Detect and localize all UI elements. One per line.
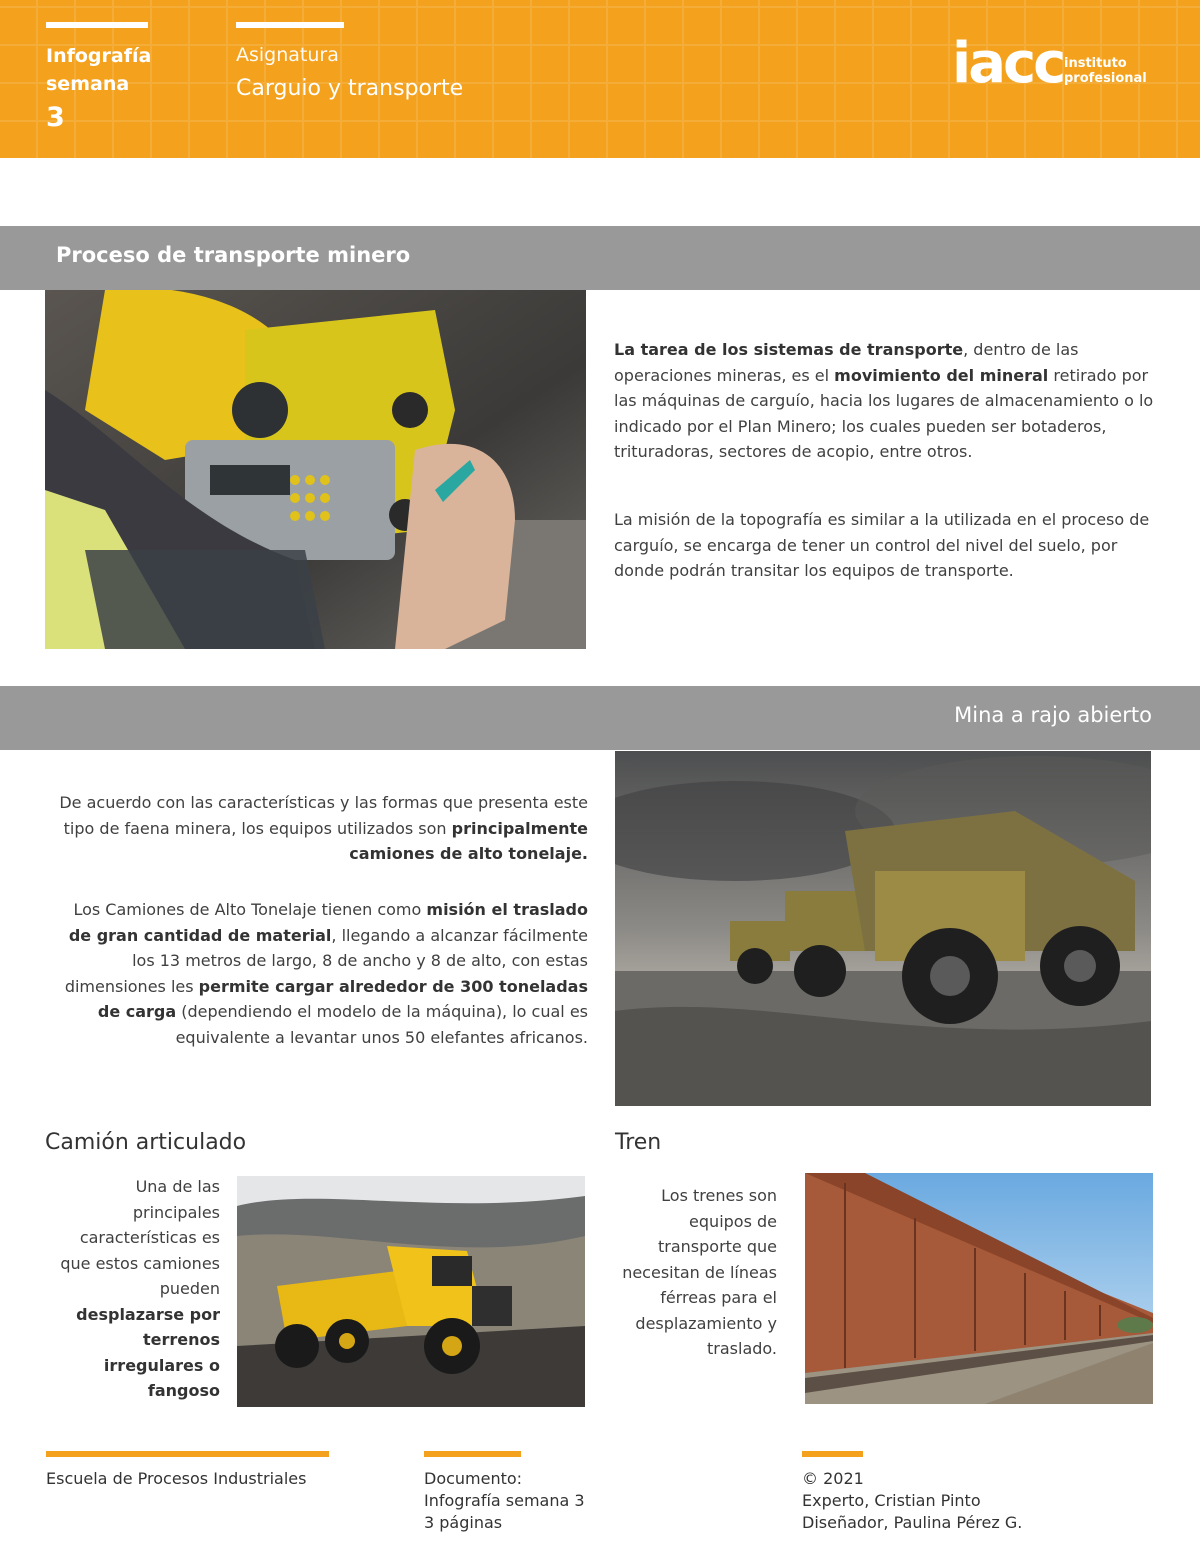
intro-text-1: , dentro de las operaciones mineras, es el [614, 340, 1079, 385]
train-heading: Tren [615, 1130, 662, 1155]
footer-credits [802, 1468, 1022, 1534]
open-pit-paragraph-2 [50, 897, 588, 1050]
articulated-truck-bold: desplazarse por terrenos irregulares o fangoso [76, 1304, 220, 1400]
articulated-truck-heading: Camión articulado [45, 1130, 247, 1155]
open-pit-bold-1: principalmente camiones de alto tonelaje. [349, 818, 588, 863]
header-banner [0, 0, 1200, 158]
section-title-transport: Proceso de transporte minero [56, 243, 411, 267]
header-accent-bar [236, 22, 344, 28]
footer-doc-label: Documento: [424, 1469, 523, 1488]
open-pit-text-2b: , llegando a alcanzar fácilmente los 13 metros de largo, 8 de ancho y 8 de alto, con estas dimensiones les [64, 925, 588, 996]
footer-copyright: © 2021 [802, 1469, 864, 1488]
surveyor-photo [45, 290, 586, 649]
open-pit-bold-2a: misión el traslado de gran cantidad de material [68, 900, 588, 945]
open-pit-text-2a: Los Camiones de Alto Tonelaje tienen como [73, 900, 427, 919]
section-bar-open-pit [0, 686, 1200, 750]
subject-title: Carguio y transporte [236, 76, 464, 101]
articulated-truck-paragraph [50, 1174, 220, 1404]
articulated-truck-photo [237, 1176, 585, 1407]
open-pit-bold-2b: permite cargar alrededor de 300 toneladas de carga [97, 976, 588, 1021]
section-bar-transport [0, 226, 1200, 290]
intro-paragraph-2: La misión de la topografía es similar a la utilizada en el proceso de carguío, se encarga de tener un control del nivel del suelo, por donde podrán transitar los equipos de transporte. [614, 510, 1150, 580]
footer-document [424, 1468, 585, 1534]
iacc-logo [952, 31, 1162, 98]
footer-accent-bar [46, 1451, 329, 1457]
footer-accent-bar [424, 1451, 521, 1457]
articulated-truck-text: Una de las principales características es que estos camiones pueden [60, 1177, 220, 1298]
haul-trucks-photo [615, 751, 1151, 1106]
intro-paragraph-1 [614, 337, 1154, 465]
intro-bold-2: movimiento del mineral [834, 365, 1049, 385]
week-label-line1: Infografía [46, 45, 152, 67]
footer-doc-pages: 3 páginas [424, 1513, 503, 1532]
train-paragraph: Los trenes son equipos de transporte que necesitan de líneas férreas para el desplazamiento y traslado. [622, 1186, 777, 1358]
open-pit-text-2c: (dependiendo el modelo de la máquina), lo cual es equivalente a levantar unos 50 elefantes africanos. [175, 1002, 588, 1047]
logo-word: iacc [952, 31, 1064, 96]
header-accent-bar [46, 22, 148, 28]
footer-accent-bar [802, 1451, 863, 1457]
train-photo [805, 1173, 1153, 1404]
open-pit-paragraph-1 [50, 790, 588, 867]
logo-subtitle [1064, 56, 1147, 86]
footer-doc-name: Infografía semana 3 [424, 1491, 585, 1510]
footer-designer: Diseñador, Paulina Pérez G. [802, 1513, 1023, 1532]
section-title-open-pit: Mina a rajo abierto [954, 703, 1152, 727]
footer-school: Escuela de Procesos Industriales [46, 1469, 307, 1488]
intro-bold-1: La tarea de los sistemas de transporte [614, 340, 964, 359]
subject-label: Asignatura [236, 44, 339, 66]
week-label-line2: semana [46, 73, 130, 95]
logo-subtitle-line2: profesional [1064, 71, 1147, 86]
open-pit-text-1: De acuerdo con las características y las formas que presenta este tipo de faena minera, los equipos utilizados son [59, 793, 588, 838]
intro-text-2: retirado por las máquinas de carguío, hacia los lugares de almacenamiento o lo indicado por el Plan Minero; los cuales pueden ser botaderos, trituradoras, sectores de acopio, entre otros. [614, 365, 1154, 461]
footer-expert: Experto, Cristian Pinto [802, 1491, 981, 1510]
week-label [46, 42, 151, 138]
logo-subtitle-line1: instituto [1064, 56, 1127, 71]
week-number: 3 [46, 102, 65, 133]
